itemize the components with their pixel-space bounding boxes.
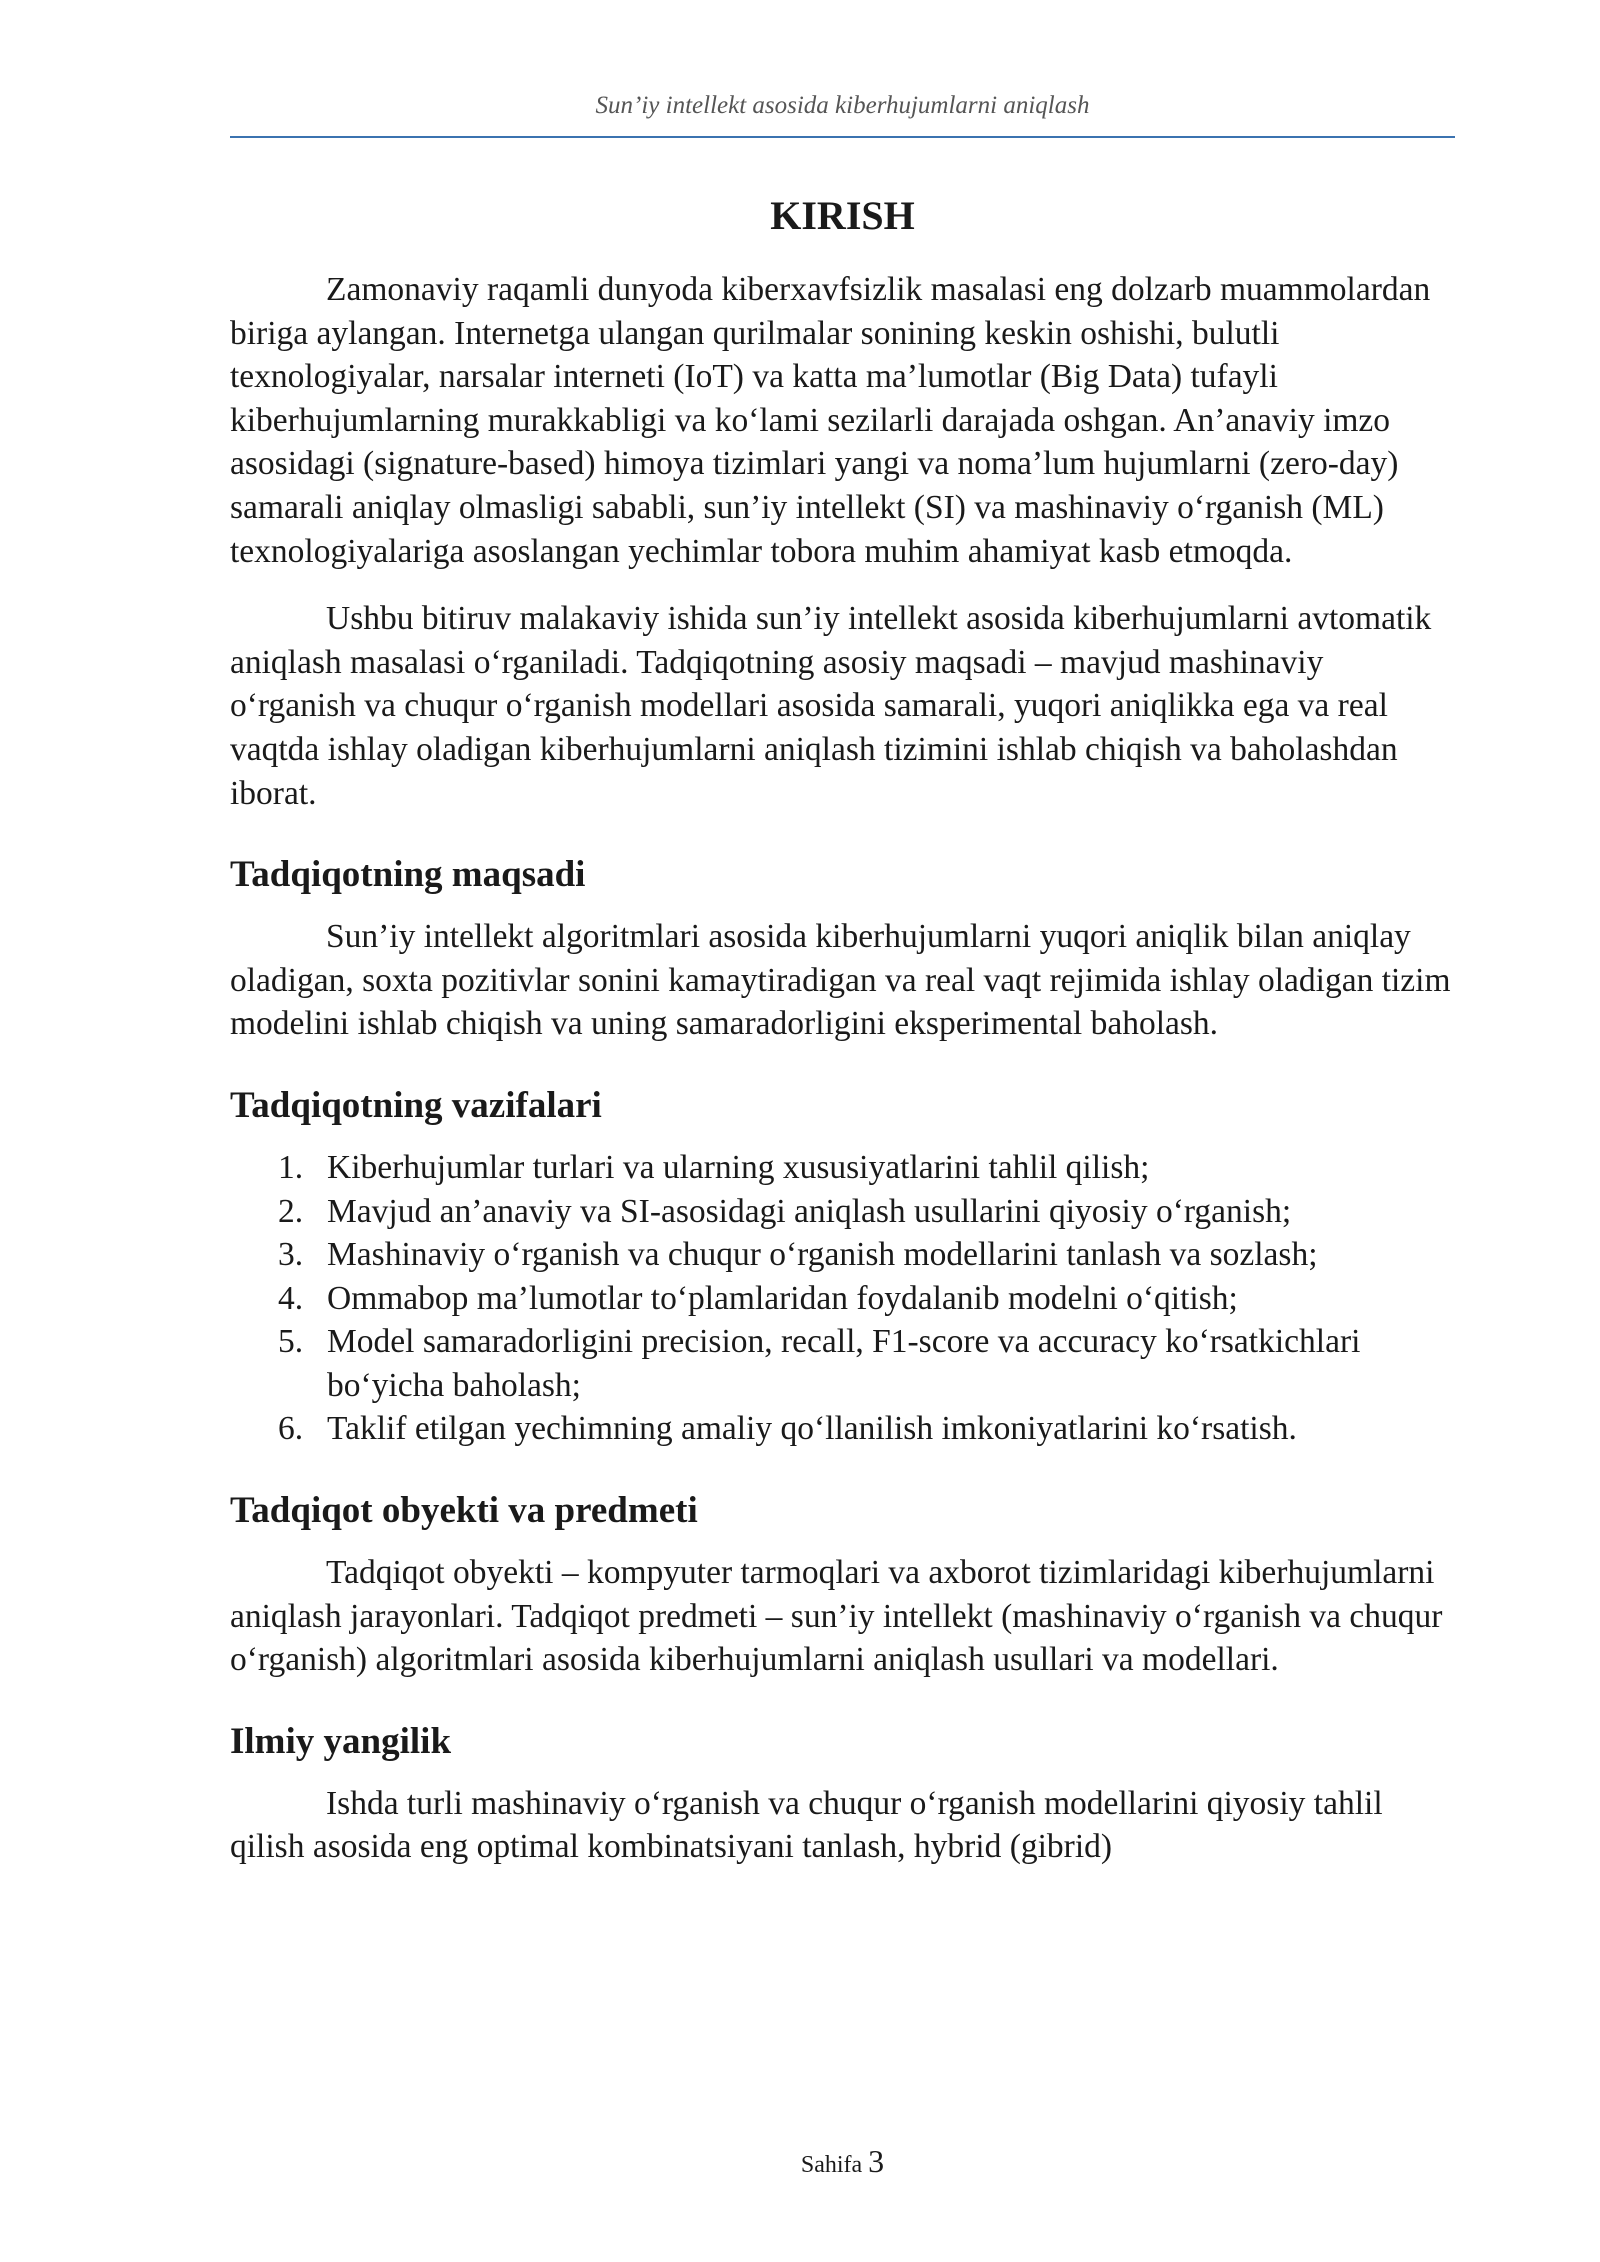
running-header: Sun’iy intellekt asosida kiberhujumlarni aniqlash	[595, 92, 1090, 119]
list-item-number: 4.	[278, 1279, 304, 1317]
list-item-text: Model samaradorligini precision, recall, F1-score va accuracy ko‘rsatkichlari bo‘yicha baholash;	[327, 1323, 1361, 1404]
section-heading-novelty: Ilmiy yangilik	[230, 1720, 452, 1762]
list-item	[230, 1146, 1455, 1190]
object-paragraph: Tadqiqot obyekti – kompyuter tarmoqlari va axborot tizimlaridagi kiberhujumlarni aniqlash jarayonlari. Tadqiqot predmeti – sun’iy intellekt (mashinaviy o‘rganish va chuqur o‘rganish) algoritmlari asosida kiberhujumlarni aniqlash usullari va modellari.	[230, 1554, 1443, 1679]
list-item-text: Kiberhujumlar turlari va ularning xususiyatlarini tahlil qilish;	[327, 1148, 1150, 1186]
list-item-number: 5.	[278, 1323, 304, 1361]
header-divider	[230, 136, 1455, 138]
section-heading-object: Tadqiqot obyekti va predmeti	[230, 1490, 698, 1532]
section-heading-goal: Tadqiqotning maqsadi	[230, 854, 586, 896]
page-footer	[230, 2143, 1455, 2180]
list-item	[230, 1190, 1455, 1234]
list-item	[230, 1233, 1455, 1277]
list-item-number: 2.	[278, 1192, 304, 1230]
list-item-text: Mashinaviy o‘rganish va chuqur o‘rganish modellarini tanlash va sozlash;	[327, 1236, 1318, 1274]
list-item	[230, 1407, 1455, 1451]
list-item	[230, 1277, 1455, 1321]
list-item-text: Taklif etilgan yechimning amaliy qo‘llanilish imkoniyatlarini ko‘rsatish.	[327, 1410, 1297, 1448]
tasks-list	[230, 1146, 1455, 1451]
page-number: 3	[868, 2143, 885, 2179]
intro-paragraph-1: Zamonaviy raqamli dunyoda kiberxavfsizlik masalasi eng dolzarb muammolardan biriga aylangan. Internetga ulangan qurilmalar sonining keskin oshishi, bulutli texnologiyalar, narsalar interneti (IoT) va katta ma’lumotlar (Big Data) tufayli kiberhujumlarning murakkabligi va ko‘lami sezilarli darajada oshgan. An’anaviy imzo asosidagi (signature-based) himoya tizimlari yangi va noma’lum hujumlarni (zero-day) samarali aniqlay olmasligi sababli, sun’iy intellekt (SI) va mashinaviy o‘rganish (ML) texnologiyalariga asoslangan yechimlar tobora muhim ahamiyat kasb etmoqda.	[230, 271, 1431, 570]
section-heading-tasks: Tadqiqotning vazifalari	[230, 1084, 602, 1126]
list-item	[230, 1320, 1455, 1407]
page-body	[230, 188, 1455, 1893]
list-item-number: 1.	[278, 1148, 304, 1186]
page-label: Sahifa	[800, 2152, 863, 2178]
novelty-paragraph: Ishda turli mashinaviy o‘rganish va chuqur o‘rganish modellarini qiyosiy tahlil qilish asosida eng optimal kombinatsiyani tanlash, hybrid (gibrid)	[230, 1784, 1383, 1866]
goal-paragraph: Sun’iy intellekt algoritmlari asosida kiberhujumlarni yuqori aniqlik bilan aniqlay oladigan, soxta pozitivlar sonini kamaytiradigan va real vaqt rejimida ishlay oladigan tizim modelini ishlab chiqish va uning samaradorligini eksperimental baholash.	[230, 918, 1451, 1043]
list-item-text: Mavjud an’anaviy va SI-asosidagi aniqlash usullarini qiyosiy o‘rganish;	[327, 1192, 1292, 1230]
page-title: KIRISH	[770, 193, 915, 238]
list-item-text: Ommabop ma’lumotlar to‘plamlaridan foydalanib modelni o‘qitish;	[327, 1279, 1238, 1317]
list-item-number: 3.	[278, 1236, 304, 1274]
list-item-number: 6.	[278, 1410, 304, 1448]
intro-paragraph-2: Ushbu bitiruv malakaviy ishida sun’iy intellekt asosida kiberhujumlarni avtomatik aniqlash masalasi o‘rganiladi. Tadqiqotning asosiy maqsadi – mavjud mashinaviy o‘rganish va chuqur o‘rganish modellari asosida samarali, yuqori aniqlikka ega va real vaqtda ishlay oladigan kiberhujumlarni aniqlash tizimini ishlab chiqish va baholashdan iborat.	[230, 600, 1432, 812]
